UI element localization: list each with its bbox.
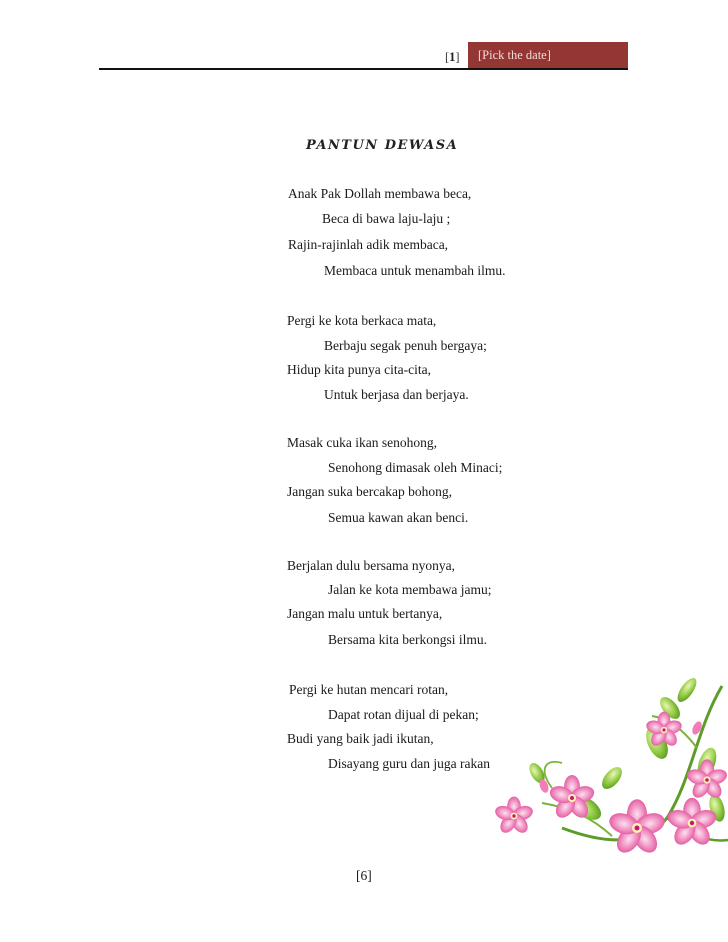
poem-line: Berjalan dulu bersama nyonya, [287, 558, 455, 573]
poem-line: Pergi ke hutan mencari rotan, [289, 682, 449, 697]
flower-vine-decoration [492, 668, 728, 858]
page-number-value: 1 [449, 50, 456, 64]
poem-line: Masak cuka ikan senohong, [287, 435, 437, 450]
poem-line: Anak Pak Dollah membawa beca, [288, 186, 472, 201]
poem-line: Senohong dimasak oleh Minaci; [328, 460, 503, 475]
poem-line: Membaca untuk menambah ilmu. [324, 263, 506, 278]
poem-line: Berbaju segak penuh bergaya; [324, 338, 487, 353]
poem-line: Jangan suka bercakap bohong, [287, 484, 452, 499]
poem-line: Bersama kita berkongsi ilmu. [328, 632, 487, 647]
poem-line: Beca di bawa laju-laju ; [322, 211, 451, 226]
header-divider [99, 68, 628, 70]
header-page-number: [1] [445, 50, 460, 64]
poem-line: Disayang guru dan juga rakan [328, 756, 490, 771]
poem-line: Untuk berjasa dan berjaya. [324, 387, 469, 402]
poem-line: Hidup kita punya cita-cita, [287, 362, 431, 377]
poem-line: Rajin-rajinlah adik membaca, [288, 237, 449, 252]
poem-title: PANTUN DEWASA [306, 138, 459, 153]
poem-line: Jangan malu untuk bertanya, [287, 606, 443, 621]
poem-line: Dapat rotan dijual di pekan; [328, 707, 479, 722]
poem-line: Jalan ke kota membawa jamu; [328, 582, 492, 597]
poem-line: Budi yang baik jadi ikutan, [287, 731, 434, 746]
poem-line: Semua kawan akan benci. [328, 510, 469, 525]
poem-line: Pergi ke kota berkaca mata, [287, 313, 437, 328]
footer-page-label: [6] [356, 868, 372, 883]
date-picker-field[interactable]: [Pick the date] [468, 42, 628, 68]
